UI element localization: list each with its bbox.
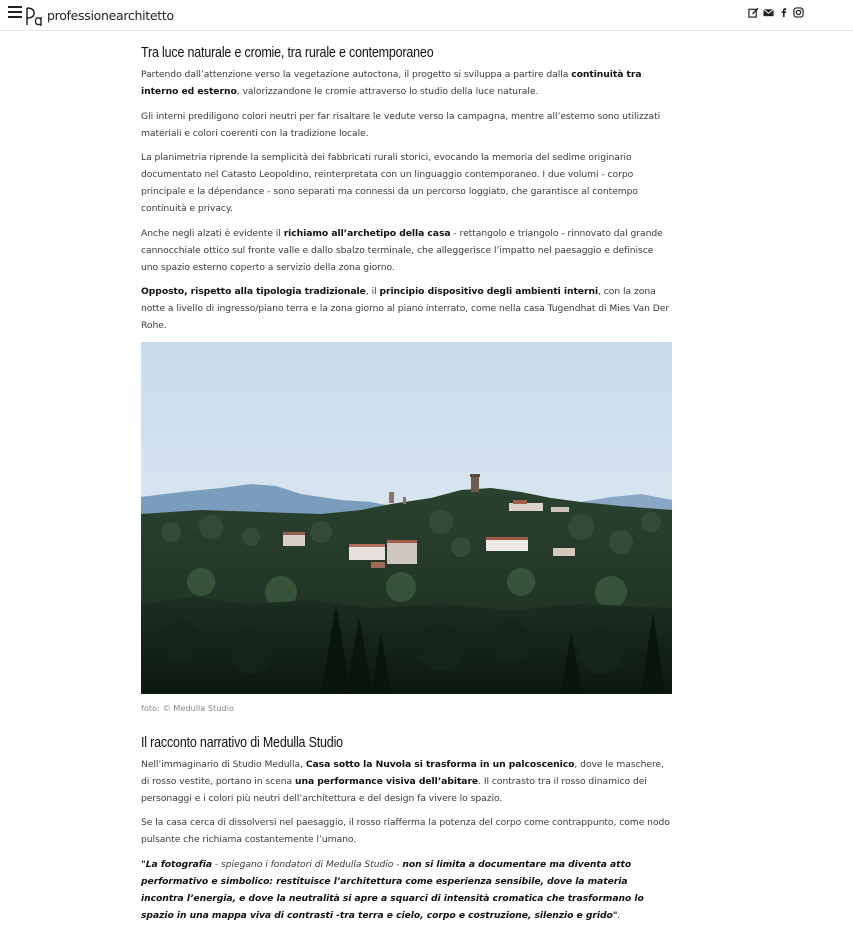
text-span: Anche negli alzati è evidente il [141, 227, 284, 239]
logo-word-2: architetto [116, 8, 174, 23]
site-header [0, 0, 853, 31]
article-body [141, 44, 673, 931]
quote-paragraph [141, 856, 673, 924]
bold-text: Opposto, rispetto alla tipologia tradizionale [141, 286, 366, 297]
bold-text: continuità tra interno ed esterno [141, 69, 642, 97]
menu-icon[interactable] [8, 6, 22, 20]
facebook-icon[interactable] [777, 6, 789, 18]
paragraph-7: Se la casa cerca di dissolversi nel paesaggio, il rosso riafferma la potenza del corpo come contrappunto, come nodo pulsante che richiama costantemente l’umano. [141, 817, 670, 845]
text-span: Nell’immaginario di Studio Medulla, [141, 758, 306, 770]
text-span: , con la zona notte a livello di ingresso/piano terra e la zona giorno al piano interrato, come nella casa Tugendhat di Mies Van Der Rohe. [141, 286, 670, 331]
text-span: - spiegano i fondatori di Medulla Studio - [212, 858, 403, 870]
logo-mark-icon [25, 5, 45, 27]
section-title-luce: Tra luce naturale e cromie, tra rurale e contemporaneo [141, 45, 434, 61]
bold-text: non si limita a documentare ma diventa atto performativo e simbolico: restituisce l’architettura come esperienza sensibile, dove la materia incontra l’energia, e dove la neutralità si apre a squarci di intensità cromatica che trasformano lo spazio in una mappa viva di contrasti -tra terra e cielo, corpo e costruzione, silenzio e grido" [141, 858, 644, 921]
bold-text: Casa sotto la Nuvola si trasforma in un palcoscenico [305, 758, 575, 770]
bold-text: principio dispositivo degli ambienti interni [379, 286, 599, 297]
bold-text: richiamo all’archetipo della casa [283, 227, 451, 239]
photo-caption: foto: © Medulla Studio [141, 702, 234, 713]
logo-text [47, 8, 174, 27]
section-title-racconto: Il racconto narrativo di Medulla Studio [141, 734, 343, 751]
text-span: - rettangolo e triangolo - rinnovato dal grande cannocchiale ottico sul fronte valle e dallo sbalzo terminale, che alleggerisce l’impatto nel paesaggio e definisce uno spazio esterno coperto a servizio della zona giorno. [141, 227, 663, 273]
text-span: . Il contrasto tra il rosso dinamico dei personaggi e i colori più neutri dell’architettura e del design fa vivere lo spazio. [141, 775, 647, 804]
text-span: , dove le maschere, di rosso vestite, portano in scena [141, 758, 664, 787]
paragraph-5 [141, 283, 673, 334]
instagram-icon[interactable] [792, 6, 804, 18]
paragraph-6 [141, 756, 673, 807]
landscape-photo-image [141, 342, 672, 694]
text-span: . [617, 909, 621, 921]
paragraph-1 [141, 66, 673, 100]
logo-word-1: professione [47, 8, 116, 23]
text-span: Partendo dall’attenzione verso la vegetazione autoctona, il progetto si sviluppa a partire dalla [141, 69, 572, 80]
bold-text: una performance visiva dell’abitare [294, 775, 479, 787]
paragraph-4 [141, 225, 673, 276]
site-logo[interactable] [25, 3, 174, 27]
bold-text: "La fotografia [141, 858, 213, 870]
text-span: , valorizzandone le cromie attraverso lo studio della luce naturale. [236, 86, 539, 97]
edit-icon[interactable] [747, 6, 759, 18]
mail-icon[interactable] [762, 6, 774, 18]
header-icons [747, 6, 804, 18]
landscape-photo[interactable] [141, 342, 672, 694]
paragraph-3: La planimetria riprende la semplicità dei fabbricati rurali storici, evocando la memoria del sedime originario documentato nel Catasto Leopoldino, reinterpretata con un linguaggio contemporaneo. I due volumi - corpo principale e la dépendance - sono separati ma connessi da un percorso loggiato, che garantisce al contempo continuità e privacy. [141, 152, 638, 214]
paragraph-2: Gli interni prediligono colori neutri per far risaltare le vedute verso la campagna, mentre all’esterno sono utilizzati materiali e colori coerenti con la tradizione locale. [141, 110, 661, 139]
text-span: , il [365, 286, 380, 297]
